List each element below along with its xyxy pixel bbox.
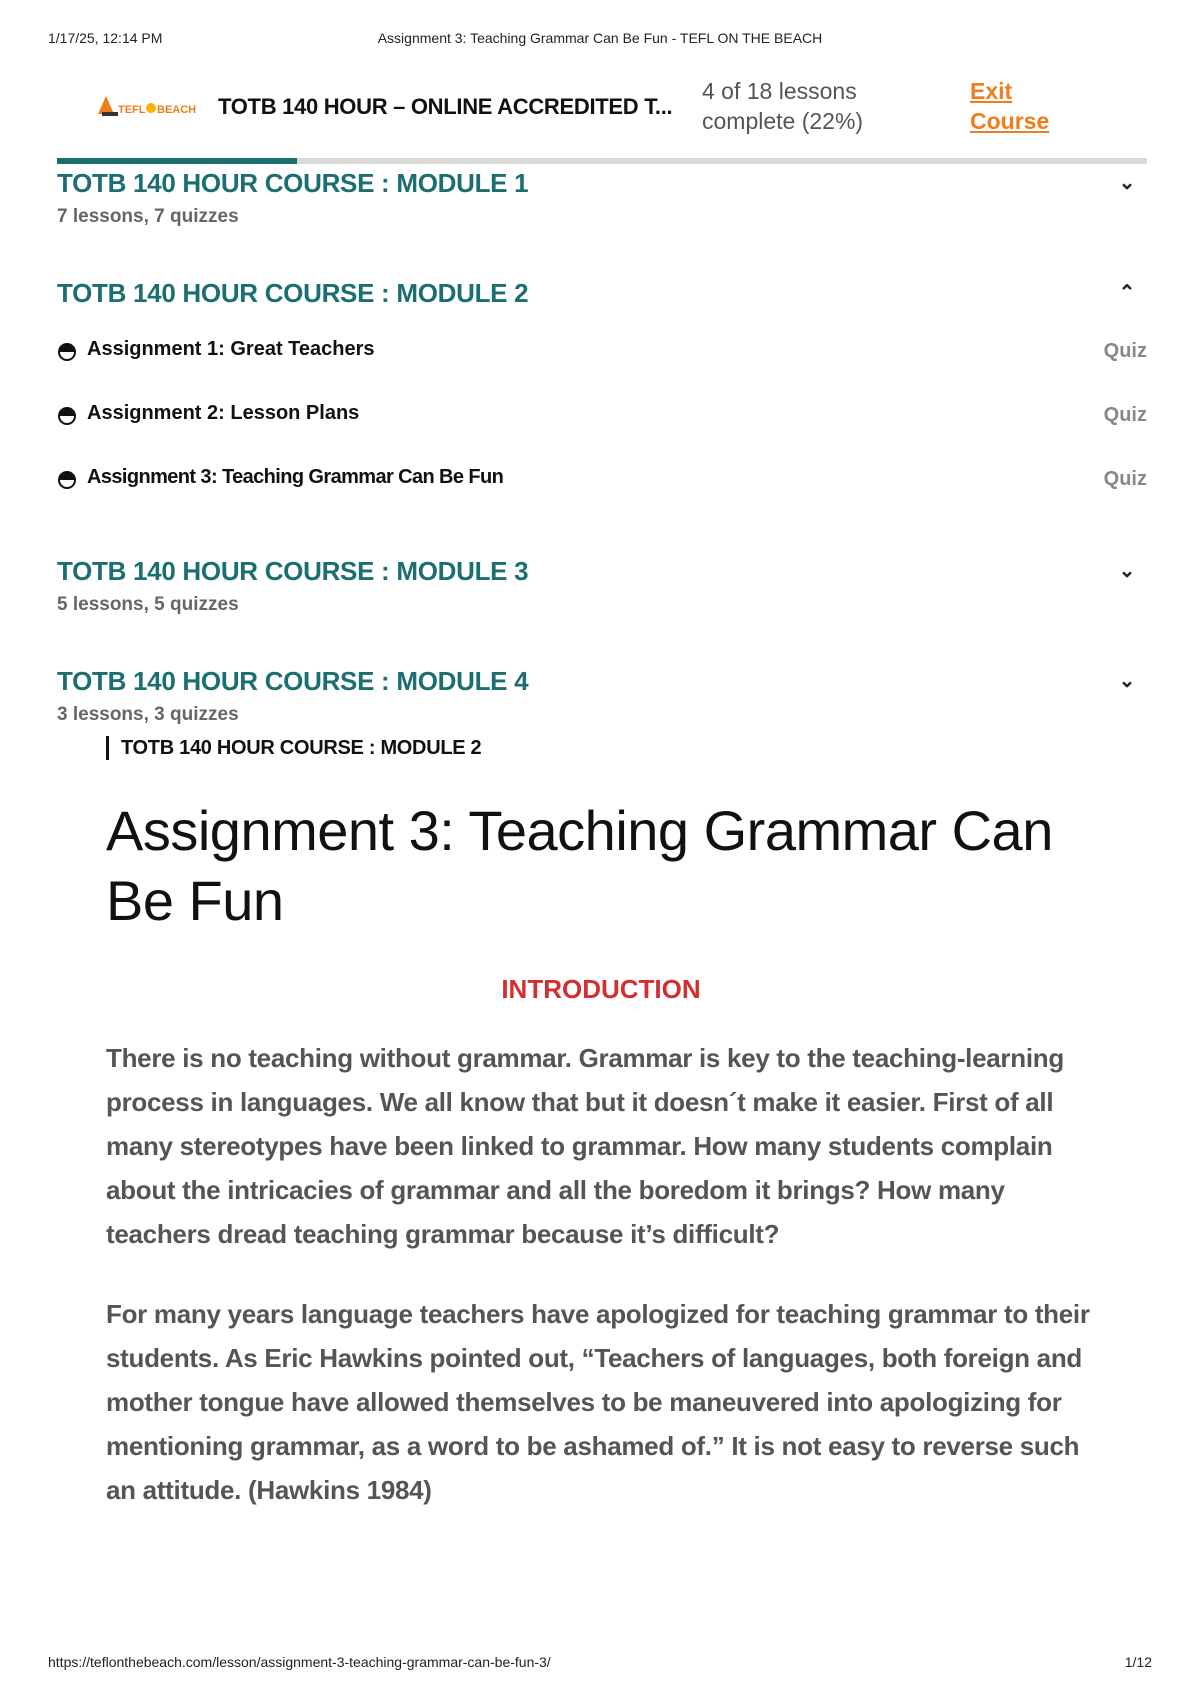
print-date: 1/17/25, 12:14 PM bbox=[48, 30, 163, 46]
half-complete-icon bbox=[57, 470, 77, 490]
module-1 bbox=[57, 164, 1147, 274]
half-complete-icon bbox=[57, 342, 77, 362]
lesson-item-current[interactable] bbox=[57, 450, 1147, 514]
print-page-number: 1/12 bbox=[1124, 1654, 1152, 1670]
exit-course-link[interactable]: Exit Course bbox=[970, 78, 1050, 134]
body-paragraph: For many years language teachers have apologized for teaching grammar to their students. As Eric Hawkins pointed out, “Teachers of languages, both foreign and mother tongue have allowed themselves to be maneuvered into apologizing for mentioning grammar, as a word to be ashamed of.” It is not easy to reverse such an attitude. (Hawkins 1984) bbox=[106, 1299, 1090, 1505]
chevron-down-icon[interactable]: ⌄ bbox=[1118, 560, 1136, 582]
chevron-down-icon[interactable]: ⌄ bbox=[1118, 670, 1136, 692]
lesson-type: Quiz bbox=[1103, 468, 1147, 490]
module-2 bbox=[57, 274, 1147, 552]
chevron-up-icon[interactable]: ⌃ bbox=[1118, 282, 1136, 304]
svg-text:BEACH: BEACH bbox=[157, 104, 197, 116]
module-4-header[interactable] bbox=[57, 662, 1147, 702]
half-complete-icon bbox=[57, 406, 77, 426]
module-1-header[interactable] bbox=[57, 164, 1147, 204]
module-title[interactable]: TOTB 140 HOUR COURSE : MODULE 1 bbox=[57, 168, 529, 198]
module-title[interactable]: TOTB 140 HOUR COURSE : MODULE 3 bbox=[57, 556, 529, 586]
print-header bbox=[48, 30, 1152, 50]
module-3-header[interactable] bbox=[57, 552, 1147, 592]
module-meta: 7 lessons, 7 quizzes bbox=[57, 206, 239, 227]
lesson-item[interactable] bbox=[57, 322, 1147, 386]
progress-status: 4 of 18 lessons complete (22%) bbox=[702, 78, 864, 134]
lesson-type: Quiz bbox=[1103, 404, 1147, 426]
section-heading: INTRODUCTION bbox=[501, 974, 701, 1004]
module-meta: 5 lessons, 5 quizzes bbox=[57, 594, 239, 615]
lesson-type: Quiz bbox=[1103, 340, 1147, 362]
module-3 bbox=[57, 552, 1147, 662]
module-title[interactable]: TOTB 140 HOUR COURSE : MODULE 2 bbox=[57, 278, 529, 308]
tefl-beach-logo[interactable] bbox=[96, 92, 204, 120]
print-footer bbox=[48, 1654, 1152, 1674]
body-paragraph: There is no teaching without grammar. Grammar is key to the teaching-learning process in languages. We all know that but it doesn´t make it easier. First of all many stereotypes have been linked to grammar. How many students complain about the intricacies of grammar and all the boredom it brings? How many teachers dread teaching grammar because it’s difficult? bbox=[106, 1043, 1064, 1249]
page-title: Assignment 3: Teaching Grammar Can Be Fun bbox=[106, 799, 1053, 932]
lesson-label[interactable]: Assignment 1: Great Teachers bbox=[87, 338, 375, 360]
breadcrumb[interactable]: TOTB 140 HOUR COURSE : MODULE 2 bbox=[106, 736, 481, 760]
print-url: https://teflonthebeach.com/lesson/assignment-3-teaching-grammar-can-be-fun-3/ bbox=[48, 1654, 551, 1670]
module-title[interactable]: TOTB 140 HOUR COURSE : MODULE 4 bbox=[57, 666, 529, 696]
course-title[interactable]: TOTB 140 HOUR – ONLINE ACCREDITED T... bbox=[218, 94, 673, 119]
svg-text:TEFL: TEFL bbox=[118, 104, 146, 116]
module-2-header[interactable] bbox=[57, 274, 1147, 322]
print-title: Assignment 3: Teaching Grammar Can Be Fun - TEFL ON THE BEACH bbox=[377, 30, 823, 46]
chevron-down-icon[interactable]: ⌄ bbox=[1118, 172, 1136, 194]
course-header bbox=[96, 72, 1096, 142]
module-4 bbox=[57, 662, 1147, 736]
lesson-label[interactable]: Assignment 3: Teaching Grammar Can Be Fun bbox=[87, 466, 504, 488]
lesson-item[interactable] bbox=[57, 386, 1147, 450]
module-meta: 3 lessons, 3 quizzes bbox=[57, 704, 239, 725]
course-navigation bbox=[57, 164, 1147, 736]
lesson-label[interactable]: Assignment 2: Lesson Plans bbox=[87, 402, 360, 424]
